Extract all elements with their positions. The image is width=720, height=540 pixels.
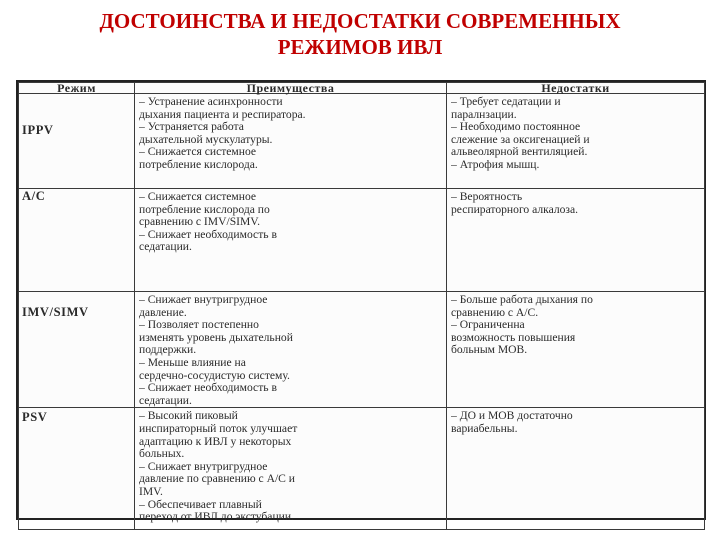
advantages-line: – Снижает необходимость в — [139, 382, 277, 395]
table-row — [19, 189, 705, 292]
advantages-cell — [135, 189, 447, 292]
disadvantages-line: сравнению с A/C. — [451, 306, 539, 319]
advantages-line: – Устранение асинхронности — [139, 96, 283, 108]
disadvantages-line: вариабельны. — [451, 422, 518, 435]
disadvantages-line: – Необходимо постоянное — [451, 121, 581, 134]
disadvantages-line: больным МОВ. — [451, 344, 528, 357]
header-advantages: Преимущества — [135, 83, 447, 94]
advantages-line: – Снижает необходимость в — [139, 228, 277, 241]
disadvantages-line: – Ограниченна — [451, 319, 525, 332]
disadvantages-line: паралнзации. — [451, 108, 517, 121]
advantages-line: поддержки. — [139, 344, 197, 357]
advantages-line: седатации. — [139, 241, 192, 254]
disadvantages-cell — [447, 292, 705, 408]
mode-cell: IMV/SIMV — [19, 292, 135, 408]
disadvantages-line: – Атрофия мышц. — [451, 158, 540, 171]
title-line-1: ДОСТОИНСТВА И НЕДОСТАТКИ СОВРЕМЕННЫХ — [99, 9, 621, 33]
advantages-line: – Снижается системное — [139, 191, 257, 203]
disadvantages-line: альвеолярной вентиляцией. — [451, 146, 588, 159]
table-row — [19, 292, 705, 408]
advantages-line: – Обеспечивает плавный — [139, 498, 262, 511]
disadvantages-line: – Требует седатации и — [451, 96, 561, 108]
advantages-line: – Снижается системное — [139, 146, 257, 159]
disadvantages-line: возможность повышения — [451, 331, 576, 344]
advantages-line: изменять уровень дыхательной — [139, 331, 293, 344]
disadvantages-cell — [447, 408, 705, 530]
advantages-line: давление. — [139, 306, 187, 319]
mode-cell: IPPV — [19, 94, 135, 189]
advantages-line: – Меньше влияние на — [139, 356, 246, 369]
advantages-line: седатации. — [139, 394, 192, 407]
advantages-line: адаптацию к ИВЛ у некоторых — [139, 435, 292, 448]
disadvantages-line: респираторного алкалоза. — [451, 203, 579, 216]
mode-cell: A/C — [19, 189, 135, 292]
advantages-line: дыхания пациента и респиратора. — [139, 108, 306, 121]
advantages-line: – Снижает внутригрудное — [139, 460, 268, 473]
mode-cell: PSV — [19, 408, 135, 530]
advantages-line: больных. — [139, 448, 185, 461]
table-header-row — [19, 83, 705, 94]
advantages-cell — [135, 292, 447, 408]
advantages-line: IMV. — [139, 485, 163, 498]
disadvantages-line: – Вероятность — [451, 191, 523, 203]
table-row — [19, 94, 705, 189]
title-line-2: РЕЖИМОВ ИВЛ — [277, 35, 443, 59]
table-row — [19, 408, 705, 530]
advantages-cell — [135, 94, 447, 189]
comparison-table — [16, 80, 706, 524]
advantages-line: инспираторный поток улучшает — [139, 422, 298, 435]
disadvantages-cell — [447, 189, 705, 292]
advantages-line: – Снижает внутригрудное — [139, 294, 268, 306]
advantages-line: дыхательной мускулатуры. — [139, 133, 273, 146]
advantages-line: переход от ИВЛ до экстубации. — [139, 511, 294, 524]
disadvantages-line: – Больше работа дыхания по — [451, 294, 593, 306]
advantages-line: – Позволяет постепенно — [139, 319, 259, 332]
disadvantages-line: слежение за оксигенацией и — [451, 133, 590, 146]
disadvantages-line: – ДО и МОВ достаточно — [451, 410, 573, 423]
advantages-line: сердечно-сосудистую систему. — [139, 369, 290, 382]
advantages-line: потребление кислорода по — [139, 203, 270, 216]
advantages-line: сравнению с IMV/SIMV. — [139, 216, 261, 229]
advantages-line: потребление кислорода. — [139, 158, 258, 171]
header-mode: Режим — [19, 83, 135, 94]
header-disadvantages: Недостатки — [447, 83, 705, 94]
disadvantages-cell — [447, 94, 705, 189]
advantages-line: – Высокий пиковый — [139, 410, 238, 423]
advantages-line: – Устраняется работа — [139, 121, 244, 134]
slide-title — [0, 8, 720, 60]
advantages-cell — [135, 408, 447, 530]
advantages-line: давление по сравнению с A/C и — [139, 473, 296, 486]
